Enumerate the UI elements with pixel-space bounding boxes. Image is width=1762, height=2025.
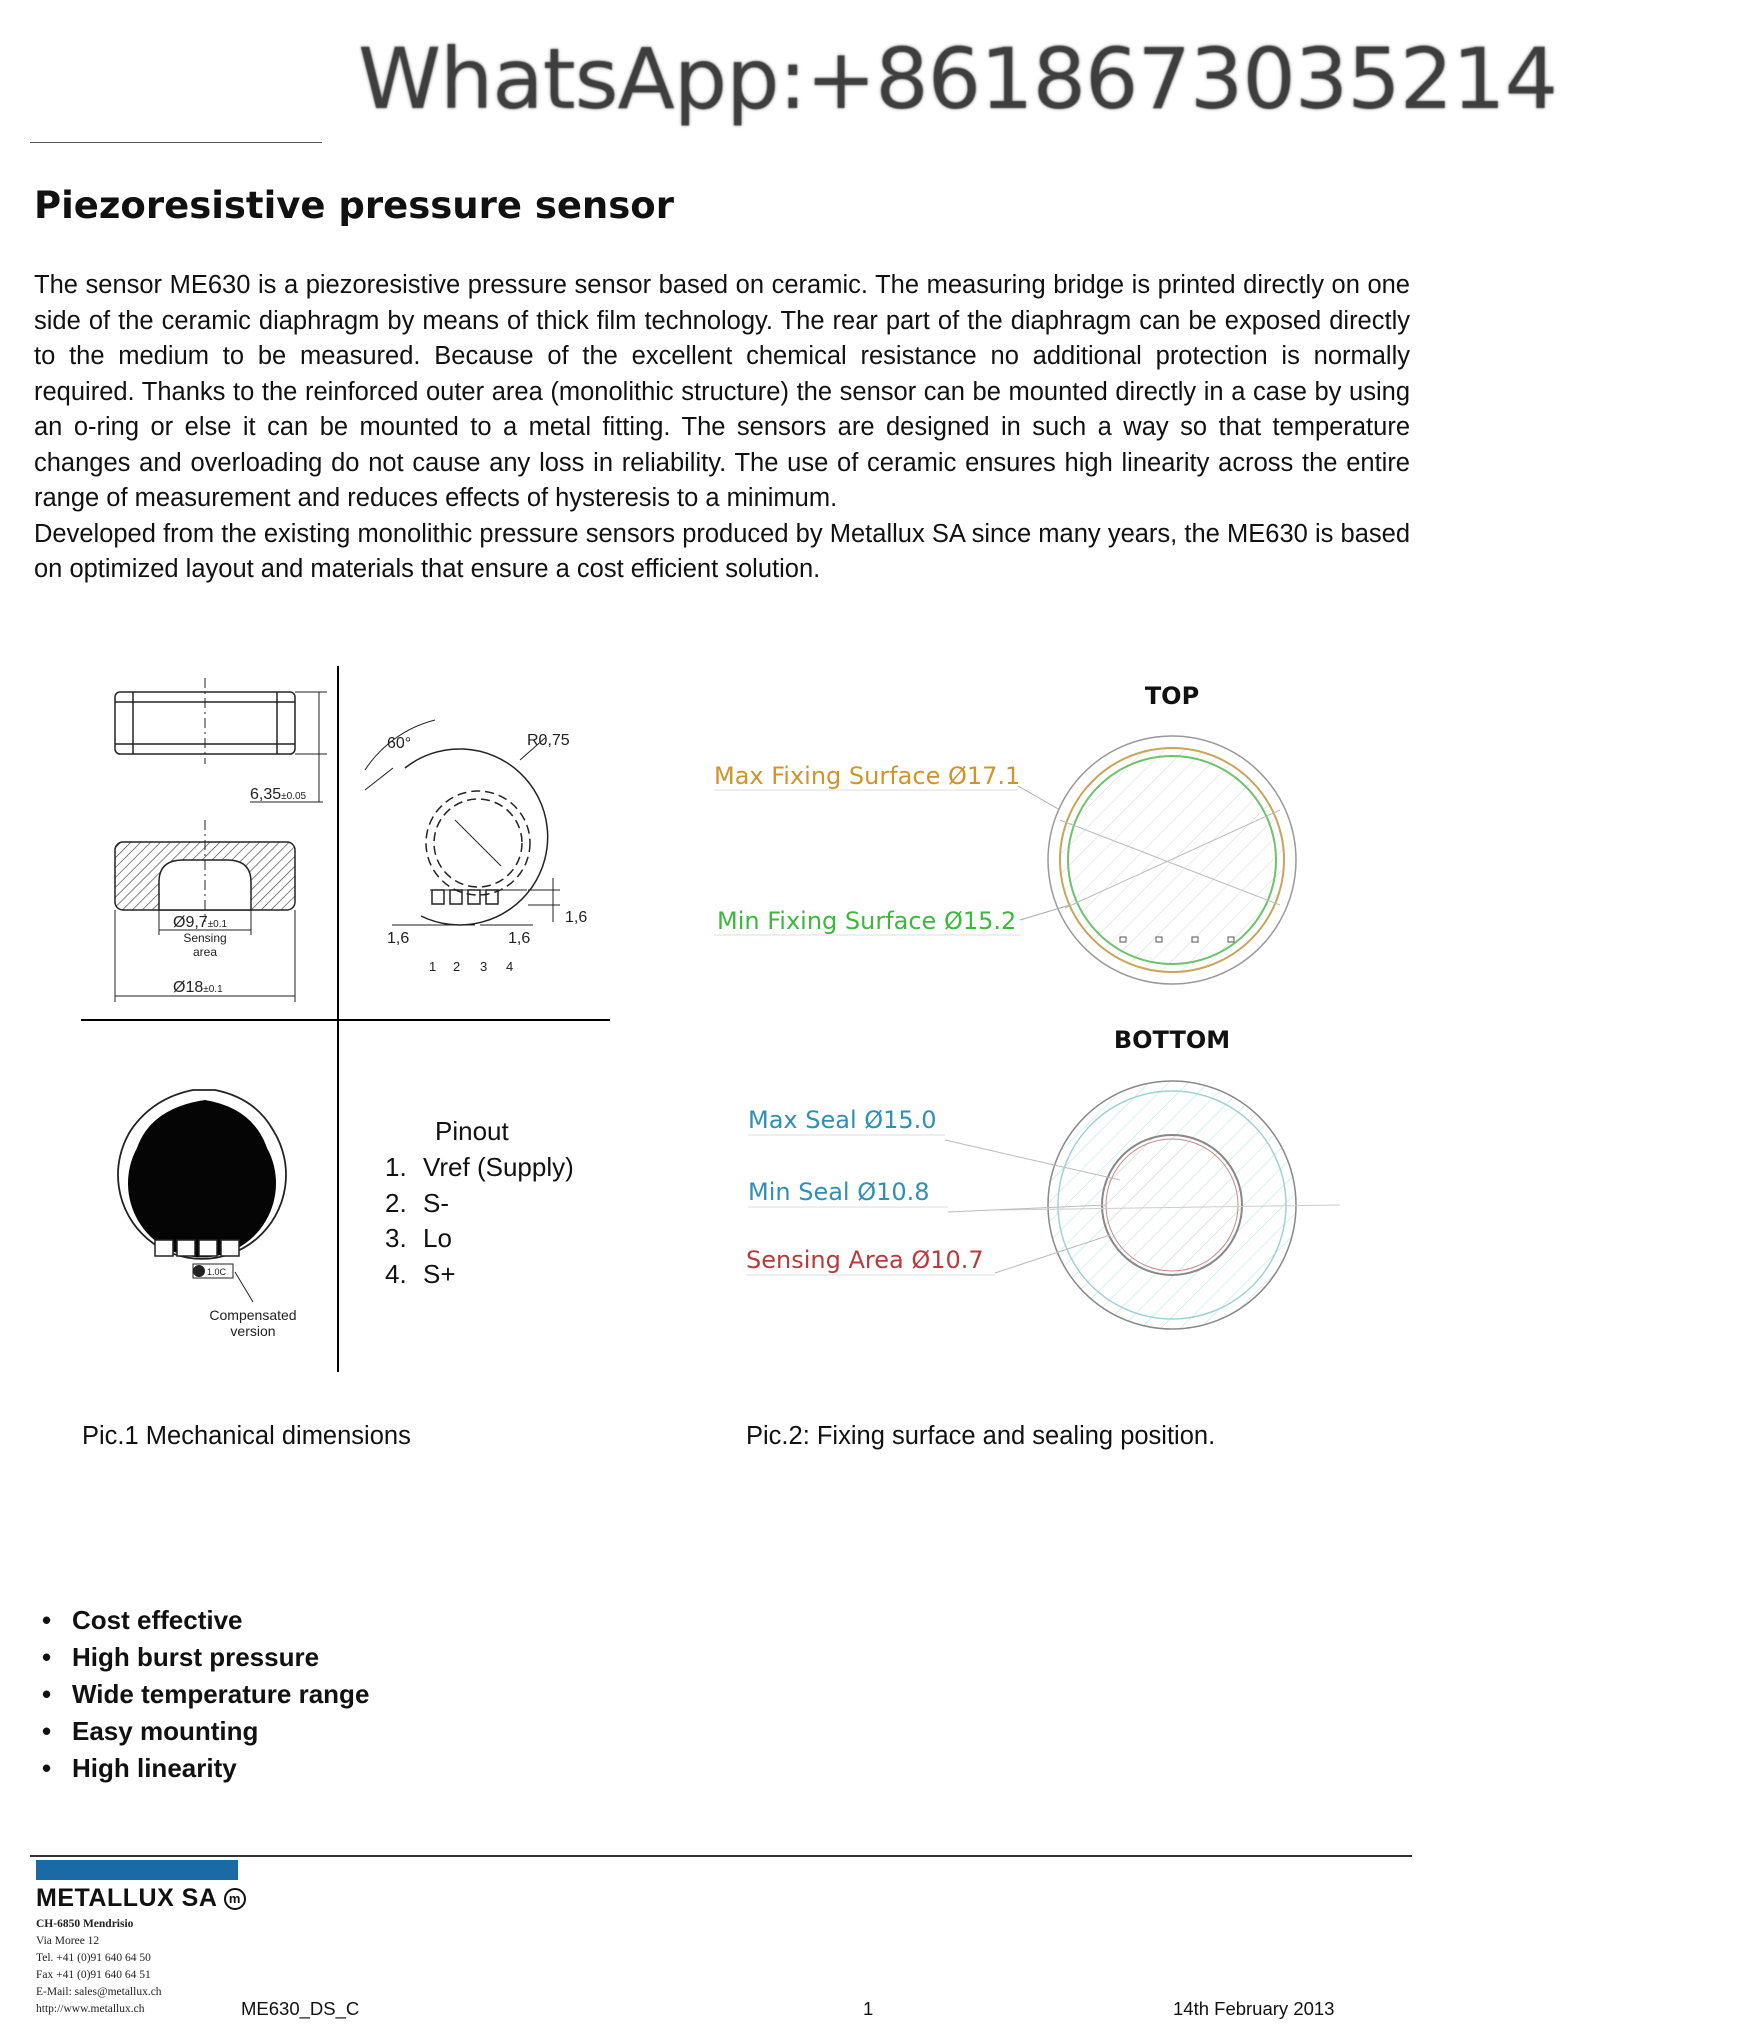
sensing-area-label: Sensing Area Ø10.7: [746, 1246, 984, 1274]
header-rule: [30, 142, 322, 143]
address-city: CH-6850 Mendrisio: [36, 1918, 134, 1930]
top-label: TOP: [1144, 682, 1200, 710]
pin-number: 4: [506, 959, 514, 974]
address-street: Via Moree 12: [36, 1935, 100, 1947]
pin-number: 2: [453, 959, 461, 974]
page-number: 1: [863, 1998, 874, 2019]
cross-section: [115, 820, 295, 1002]
outer-diameter-dim: Ø18±0.1: [173, 979, 223, 996]
document-date: 14th February 2013: [1173, 1998, 1335, 2019]
intro-paragraph-1: The sensor ME630 is a piezoresistive pressure sensor based on ceramic. The measuring bridge is printed directly on one side of the ceramic diaphragm by means of thick film technology. The rear part of the diaphragm can be exposed directly to the medium to be measured. Because of the excellent chemical resistance no additional protection is normally required. Thanks to the reinforced outer area (monolithic structure) the sensor can be mounted directly in a case by using an o-ring or else it can be mounted to a metal fitting. The sensors are designed in such a way so that temperature changes and overloading do not cause any loss in reliability. The use of ceramic ensures high linearity across the entire range of measurement and reduces effects of hysteresis to a minimum.: [34, 271, 1410, 512]
document-id: ME630_DS_C: [241, 1998, 360, 2019]
inner-diameter-dim: Ø9,7±0.1: [173, 914, 228, 931]
feature-item: • High burst pressure: [42, 1639, 369, 1676]
feature-item: • Easy mounting: [42, 1713, 369, 1750]
pad-right-dim: 1,6: [508, 930, 531, 947]
sensing-label: Sensing: [183, 931, 227, 945]
company-address: [36, 1916, 162, 2018]
compensated-view: [118, 1090, 286, 1302]
max-seal-label: Max Seal Ø15.0: [748, 1106, 937, 1134]
thickness-dim: 6,35±0.05: [250, 786, 307, 803]
pinout-item: 4. S+: [385, 1259, 456, 1289]
top-circle: [1048, 736, 1296, 984]
company-name: METALLUX SA: [36, 1884, 217, 1912]
feature-list: [42, 1602, 369, 1787]
bottom-label: BOTTOM: [1113, 1026, 1231, 1054]
pad-height-dim: 1,6: [565, 909, 588, 926]
bottom-circle: [1000, 1081, 1340, 1329]
page-title: Piezoresistive pressure sensor: [34, 184, 674, 227]
max-fixing-label: Max Fixing Surface Ø17.1: [714, 762, 1021, 790]
figure-caption-1: Pic.1 Mechanical dimensions: [82, 1422, 411, 1450]
angle-dim: 60°: [387, 735, 412, 752]
pinout-item: 2. S-: [385, 1188, 449, 1218]
address-web[interactable]: http://www.metallux.ch: [36, 2003, 145, 2015]
badge-label: 1.0C: [207, 1267, 227, 1277]
pinout-item: 3. Lo: [385, 1223, 452, 1253]
company-logo: [36, 1884, 246, 1913]
radius-dim: R0,75: [527, 732, 570, 749]
version-label: version: [230, 1323, 276, 1339]
company-mark-icon: m: [224, 1888, 246, 1910]
fixing-sealing-drawing: [700, 660, 1340, 1360]
pinout-title: Pinout: [435, 1116, 509, 1146]
address-email[interactable]: E-Mail: sales@metallux.ch: [36, 1986, 162, 1998]
pin-number: 3: [480, 959, 488, 974]
address-fax: Fax +41 (0)91 640 64 51: [36, 1969, 151, 1981]
feature-item: • Cost effective: [42, 1602, 369, 1639]
min-fixing-label: Min Fixing Surface Ø15.2: [717, 907, 1017, 935]
pinout-item: 1. Vref (Supply): [385, 1152, 574, 1182]
compensated-label: Compensated: [209, 1307, 297, 1323]
side-view: [115, 678, 327, 802]
brand-bar: [36, 1860, 238, 1880]
pad-left-dim: 1,6: [387, 930, 410, 947]
feature-item: • Wide temperature range: [42, 1676, 369, 1713]
min-seal-label: Min Seal Ø10.8: [748, 1178, 930, 1206]
feature-item: • High linearity: [42, 1750, 369, 1787]
address-tel: Tel. +41 (0)91 640 64 50: [36, 1952, 151, 1964]
area-label: area: [192, 945, 218, 959]
intro-text: [34, 268, 1410, 588]
figure-caption-2: Pic.2: Fixing surface and sealing position.: [746, 1422, 1216, 1450]
pin-number: 1: [429, 959, 437, 974]
whatsapp-watermark: WhatsApp:+8618673035214: [358, 30, 1558, 128]
footer-rule: [30, 1855, 1412, 1857]
intro-paragraph-2: Developed from the existing monolithic pressure sensors produced by Metallux SA since many years, the ME630 is based on optimized layout and materials that ensure a cost efficient solution.: [34, 519, 1410, 583]
mechanical-dimensions-drawing: [75, 660, 615, 1390]
